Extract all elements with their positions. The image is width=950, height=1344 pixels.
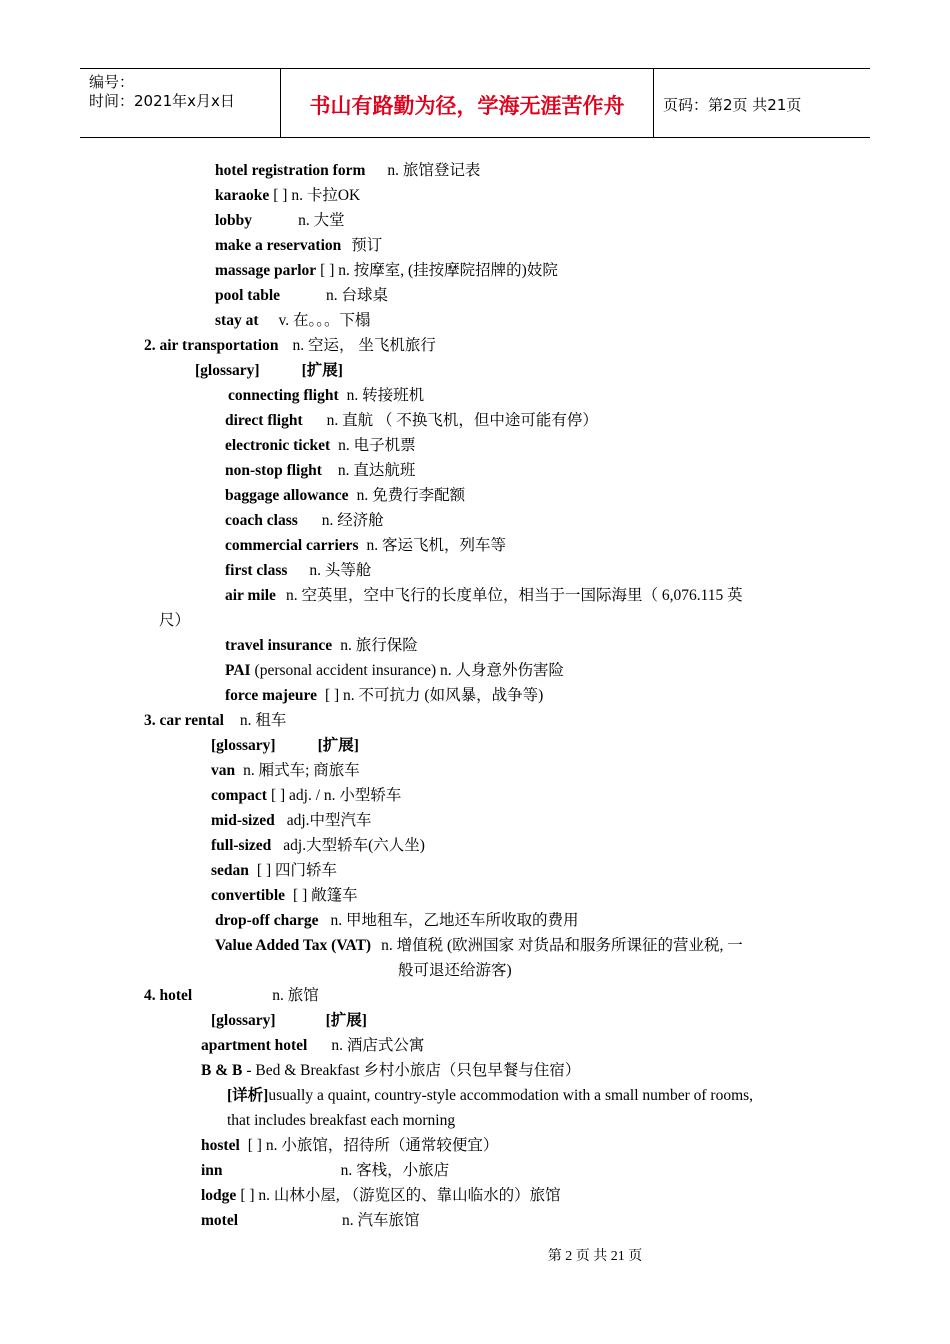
glossary-definition: n. 客运飞机，列车等 [366,537,507,554]
glossary-line [211,834,425,858]
glossary-line [211,809,372,833]
glossary-definition: n. 增值税 (欧洲国家 对货品和服务所课征的营业税, 一 [381,937,743,954]
glossary-line [201,1159,449,1183]
glossary-definition: 预订 [351,237,383,254]
glossary-definition: n. 厢式车; 商旅车 [243,762,360,779]
glossary-line [225,409,598,433]
glossary-term: first class [225,562,288,579]
glossary-definition: that includes breakfast each morning [227,1112,456,1129]
glossary-term: hotel registration form [215,162,366,179]
header-meta-cell [80,69,281,137]
glossary-definition: n. 头等舱 [309,562,372,579]
glossary-line [201,1134,498,1158]
glossary-definition: adj.中型汽车 [286,812,372,829]
glossary-definition: [ ] 四门轿车 [256,862,337,879]
glossary-term: convertible [211,887,286,904]
glossary-term: direct flight [225,412,303,429]
glossary-term: make a reservation [215,237,342,254]
glossary-term: mid-sized [211,812,275,829]
glossary-term: [扩展] [317,737,359,754]
glossary-definition: n. 汽车旅馆 [342,1212,420,1229]
glossary-definition: [ ] n. 卡拉OK [273,187,361,204]
glossary-definition: adj.大型轿车(六人坐) [283,837,425,854]
glossary-line [215,184,360,208]
glossary-term: 3. car rental [144,712,224,729]
glossary-definition: (personal accident insurance) n. 人身意外伤害险 [254,662,565,679]
glossary-term: [glossary] [211,737,276,754]
glossary-term: inn [201,1162,223,1179]
glossary-definition: n. 电子机票 [338,437,416,454]
glossary-line [225,634,418,658]
glossary-definition: n. 客栈，小旅店 [340,1162,450,1179]
glossary-line [227,1109,455,1133]
glossary-term: massage parlor [215,262,317,279]
glossary-line [228,384,424,408]
motto: 书山有路勤为径，学海无涯苦作舟 [309,94,625,118]
header-motto-cell [281,69,654,137]
glossary-definition: [ ] n. 小旅馆，招待所（通常较便宜） [247,1137,499,1154]
glossary-line [201,1059,580,1083]
glossary-definition: n. 免费行李配额 [356,487,466,504]
glossary-term: apartment hotel [201,1037,308,1054]
glossary-definition: n. 租车 [239,712,287,729]
glossary-line [215,209,345,233]
glossary-term: hostel [201,1137,240,1154]
glossary-line [201,1209,420,1233]
glossary-term: stay at [215,312,259,329]
glossary-line [215,159,480,183]
glossary-term: 2. air transportation [144,337,279,354]
glossary-line [144,984,319,1008]
glossary-term: full-sized [211,837,272,854]
glossary-definition: n. 空英里，空中飞行的长度单位，相当于一国际海里（ 6,076.115 英 [285,587,743,604]
glossary-term: compact [211,787,267,804]
glossary-term: connecting flight [228,387,339,404]
glossary-term: [详析] [227,1087,269,1104]
header-page-cell [654,69,870,137]
glossary-line [215,934,743,958]
glossary-definition: [ ] n. 不可抗力 (如风暴，战争等) [324,687,544,704]
page-footer [0,1245,950,1265]
glossary-term: pool table [215,287,281,304]
time-label: 时间：2021年x月x日 [89,92,235,110]
glossary-line [159,609,190,633]
glossary-definition: - Bed & Breakfast 乡村小旅店（只包早餐与住宿） [246,1062,581,1079]
glossary-line [201,1184,561,1208]
glossary-line [225,459,415,483]
glossary-definition: n. 旅馆登记表 [387,162,481,179]
glossary-term: van [211,762,236,779]
glossary-line [215,234,382,258]
glossary-line [215,284,388,308]
number-label: 编号： [89,73,135,91]
glossary-line [398,959,512,983]
glossary-line [225,534,506,558]
glossary-term: Value Added Tax (VAT) [215,937,372,954]
glossary-definition: v. 在。。。下榻 [278,312,371,329]
glossary-term: lodge [201,1187,237,1204]
glossary-term: electronic ticket [225,437,331,454]
glossary-line [195,359,343,383]
glossary-term: sedan [211,862,249,879]
glossary-line [211,859,337,883]
glossary-term: drop-off charge [215,912,319,929]
glossary-definition: n. 甲地租车，乙地还车所收取的费用 [330,912,579,929]
glossary-term: coach class [225,512,298,529]
glossary-line [225,509,384,533]
glossary-line [227,1084,753,1108]
glossary-definition: n. 直达航班 [337,462,416,479]
glossary-term: non-stop flight [225,462,322,479]
glossary-definition: n. 转接班机 [346,387,425,404]
glossary-term: PAI [225,662,251,679]
glossary-line [211,884,358,908]
glossary-line [144,709,286,733]
glossary-definition: n. 直航 （ 不换飞机，但中途可能有停） [326,412,598,429]
glossary-term: [扩展] [325,1012,367,1029]
glossary-definition: n. 台球桌 [326,287,389,304]
glossary-definition: n. 酒店式公寓 [331,1037,425,1054]
glossary-definition: 尺） [159,612,191,629]
glossary-term: force majeure [225,687,317,704]
glossary-term: commercial carriers [225,537,359,554]
glossary-term: B & B [201,1062,243,1079]
glossary-line [225,684,543,708]
glossary-definition: n. 空运， 坐飞机旅行 [292,337,436,354]
glossary-definition: 般可退还给游客) [398,962,512,979]
glossary-line [215,259,558,283]
glossary-line [225,559,371,583]
glossary-definition: [ ] adj. / n. 小型轿车 [270,787,402,804]
glossary-definition: n. 旅行保险 [340,637,418,654]
glossary-line [211,734,359,758]
glossary-line [211,759,360,783]
glossary-line [211,1009,367,1033]
glossary-definition: [ ] n. 按摩室, (挂按摩院招牌的)妓院 [320,262,558,279]
footer-page-number: 第 2 页 共 21 页 [547,1249,643,1264]
glossary-line [225,434,416,458]
glossary-line [215,309,370,333]
glossary-line [201,1034,424,1058]
glossary-line [144,334,436,358]
glossary-line [225,584,743,608]
page-header [80,68,870,138]
glossary-line [225,659,564,683]
page-info: 页码：第2页 共21页 [663,96,802,114]
glossary-term: [glossary] [211,1012,276,1029]
glossary-term: [扩展] [301,362,343,379]
glossary-term: motel [201,1212,239,1229]
glossary-term: air mile [225,587,276,604]
glossary-line [225,484,465,508]
glossary-definition: n. 大堂 [298,212,345,229]
glossary-line [215,909,578,933]
glossary-term: travel insurance [225,637,333,654]
glossary-line [211,784,401,808]
glossary-definition: usually a quaint, country-style accommodation with a small number of rooms, [268,1087,754,1104]
glossary-definition: [ ] 敞篷车 [293,887,358,904]
glossary-definition: [ ] n. 山林小屋, （游览区的、靠山临水的）旅馆 [240,1187,561,1204]
glossary-term: 4. hotel [144,987,193,1004]
glossary-term: [glossary] [195,362,260,379]
glossary-definition: n. 旅馆 [272,987,319,1004]
glossary-definition: n. 经济舱 [321,512,384,529]
glossary-term: lobby [215,212,253,229]
glossary-term: karaoke [215,187,270,204]
glossary-term: baggage allowance [225,487,349,504]
